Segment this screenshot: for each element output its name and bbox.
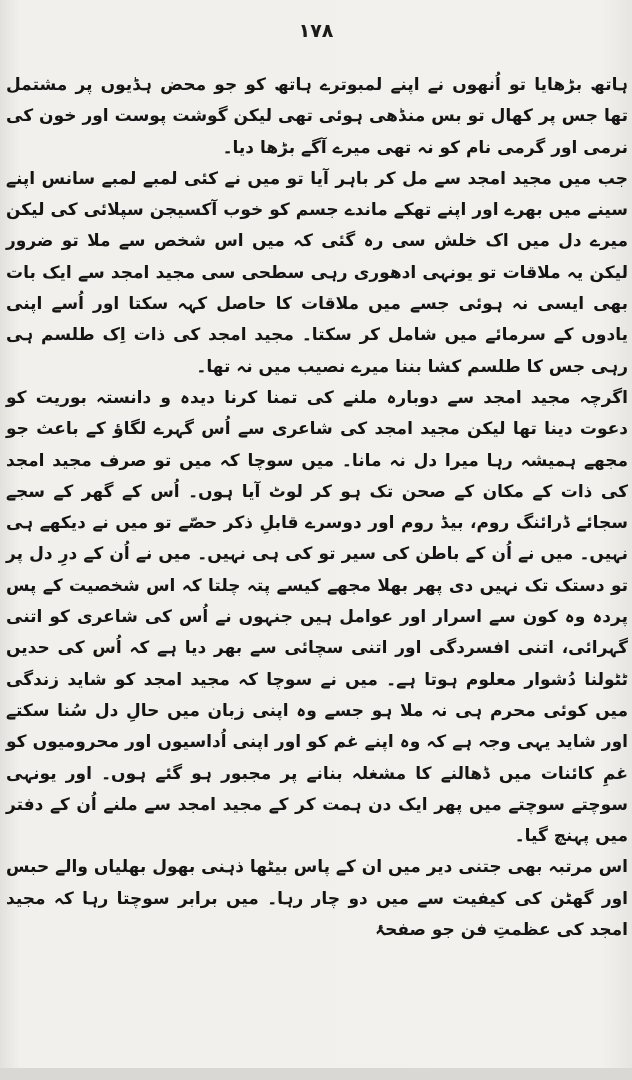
paragraph-4: اس مرتبہ بھی جتنی دیر میں ان کے پاس بیٹھا ذہنی بھول بھلیاں والے حبس اور گھٹن کی کیفیت سے میں دو چار رہا۔ میں برابر سوچتا رہا کہ مجید امجد کی عظمتِ فن جو صفحۂ: [6, 857, 628, 941]
page-number: ۱۷۸: [298, 20, 334, 42]
paragraph-3: اگرچہ مجید امجد سے دوبارہ ملنے کی تمنا کرنا دیدہ و دانستہ بوریت کو دعوت دینا تھا لیکن مجید امجد کی شاعری سے اُس گہرے لگاؤ کے باعث جو مجھے ہمیشہ رہا میرا دل نہ مانا۔ میں سوچا کہ میں تو صرف مجید امجد کی ذات کے مکان کے صحن تک ہو کر لوٹ آیا ہوں۔ اُس کے گھر کے سجے سجائے ڈرائنگ روم، بیڈ روم اور دوسرے قابلِ ذکر حصّے تو میں نے دیکھے ہی نہیں۔ میں نے اُن کے باطن کی سیر تو کی ہی نہیں۔ میں نے اُن کے درِ دل پر تو دستک تک نہیں دی پھر بھلا مجھے کیسے پتہ چلتا کہ اس شخصیت کے پس پردہ وہ کون سے اسرار اور عوامل ہیں جنہوں نے اُس کی شاعری کو اتنی گہرائی، اتنی افسردگی اور اتنی سچائی سے بھر دیا ہے کہ اُس کی حدیں ٹٹولنا دُشوار معلوم ہوتا ہے۔ میں نے سوچا کہ مجید امجد کو شاید زندگی میں کوئی محرم ہی نہ ملا ہو جسے وہ اپنی زبان میں حالِ دل سُنا سکتے اور شاید یہی وجہ ہے کہ وہ اپنے غم کو اور اپنی اُداسیوں اور محرومیوں کو غمِ کائنات میں ڈھالنے کا مشغلہ بنانے پر مجبور ہو گئے ہوں۔ اور یونہی سوچتے سوچتے میں پھر ایک دن ہمت کر کے مجید امجد سے ملنے اُن کے دفتر میں پہنچ گیا۔: [6, 387, 628, 847]
paragraph-2: جب میں مجید امجد سے مل کر باہر آیا تو میں نے کئی لمبے لمبے سانس اپنے سینے میں بھرے اور اپنے تھکے ماندے جسم کو خوب آکسیجن سپلائی کی لیکن میرے دل میں اک خلش سی رہ گئی کہ میں اس شخص سے ملا تو ضرور لیکن یہ ملاقات تو یونہی ادھوری رہی سطحی سی مجید امجد سے ایک بات بھی ایسی نہ ہوئی جسے میں ملاقات کا حاصل کہہ سکتا اور اُسے اپنی یادوں کے سرمائے میں شامل کر سکتا۔ مجید امجد کی ذات اِک طلسم ہی رہی جس کا طلسم کشا بننا میرے نصیب میں نہ تھا۔: [6, 168, 628, 377]
page-body-text: [6, 70, 628, 946]
page-bottom-edge: [0, 1068, 632, 1080]
paragraph-1: ہاتھ بڑھایا تو اُنھوں نے اپنے لمبوترے ہاتھ کو جو محض ہڈیوں پر مشتمل تھا جس پر کھال تو بس منڈھی ہوئی تھی لیکن گوشت پوست اور خون کی نرمی اور گرمی نام کو نہ تھی میرے آگے بڑھا دیا۔: [6, 75, 628, 158]
